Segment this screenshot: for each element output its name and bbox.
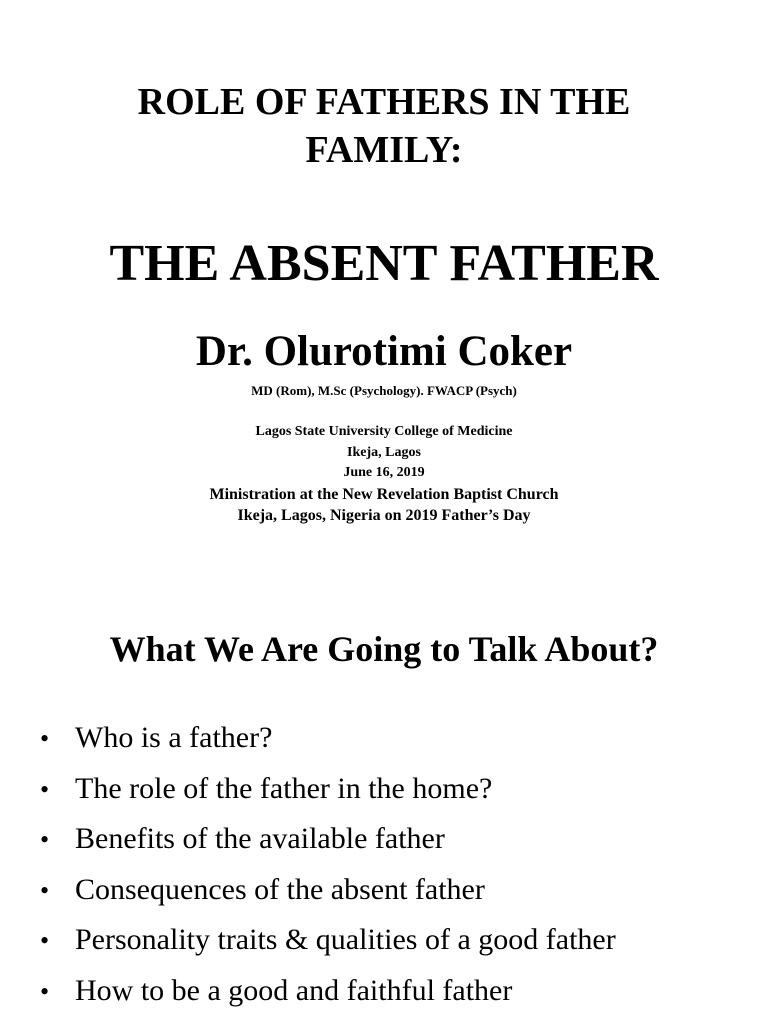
agenda-item-text: The role of the father in the home? (75, 771, 493, 805)
bullet-icon: • (40, 926, 50, 956)
agenda-item (40, 821, 616, 872)
author-credentials: MD (Rom), M.Sc (Psychology). FWACP (Psych) (251, 383, 517, 398)
main-title: THE ABSENT FATHER (109, 235, 659, 292)
agenda-slide (0, 590, 768, 1024)
agenda-item-text: Personality traits & qualities of a good father (75, 923, 616, 957)
agenda-item (40, 872, 616, 923)
affiliation-location: Ikeja, Lagos (347, 444, 421, 460)
role-title (0, 78, 768, 174)
bullet-icon: • (40, 825, 50, 855)
bullet-icon: • (40, 976, 50, 1006)
agenda-item (40, 771, 616, 822)
bullet-icon: • (40, 774, 50, 804)
affiliation-date: June 16, 2019 (343, 465, 425, 480)
agenda-item (40, 720, 616, 771)
agenda-title: What We Are Going to Talk About? (109, 629, 659, 669)
author-name: Dr. Olurotimi Coker (195, 328, 573, 375)
agenda-item-text: Consequences of the absent father (75, 872, 485, 906)
agenda-list (40, 720, 616, 1024)
agenda-item-text: Who is a father? (75, 721, 273, 754)
agenda-item (40, 973, 616, 1024)
affiliation-institution: Lagos State University College of Medicine (255, 424, 513, 439)
affiliation-block (0, 422, 768, 484)
event-line-1: Ministration at the New Revelation Baptist Church (209, 486, 559, 503)
bullet-icon: • (40, 724, 50, 753)
event-line-2: Ikeja, Lagos, Nigeria on 2019 Father’s Day (237, 507, 531, 524)
agenda-item-text: Benefits of the available father (75, 822, 445, 856)
role-title-line-2: FAMILY: (305, 129, 463, 171)
bullet-icon: • (40, 875, 50, 905)
agenda-item (40, 922, 616, 973)
event-block (0, 484, 768, 526)
agenda-item-text: How to be a good and faithful father (75, 973, 513, 1007)
role-title-line-1: ROLE OF FATHERS IN THE (137, 81, 631, 123)
